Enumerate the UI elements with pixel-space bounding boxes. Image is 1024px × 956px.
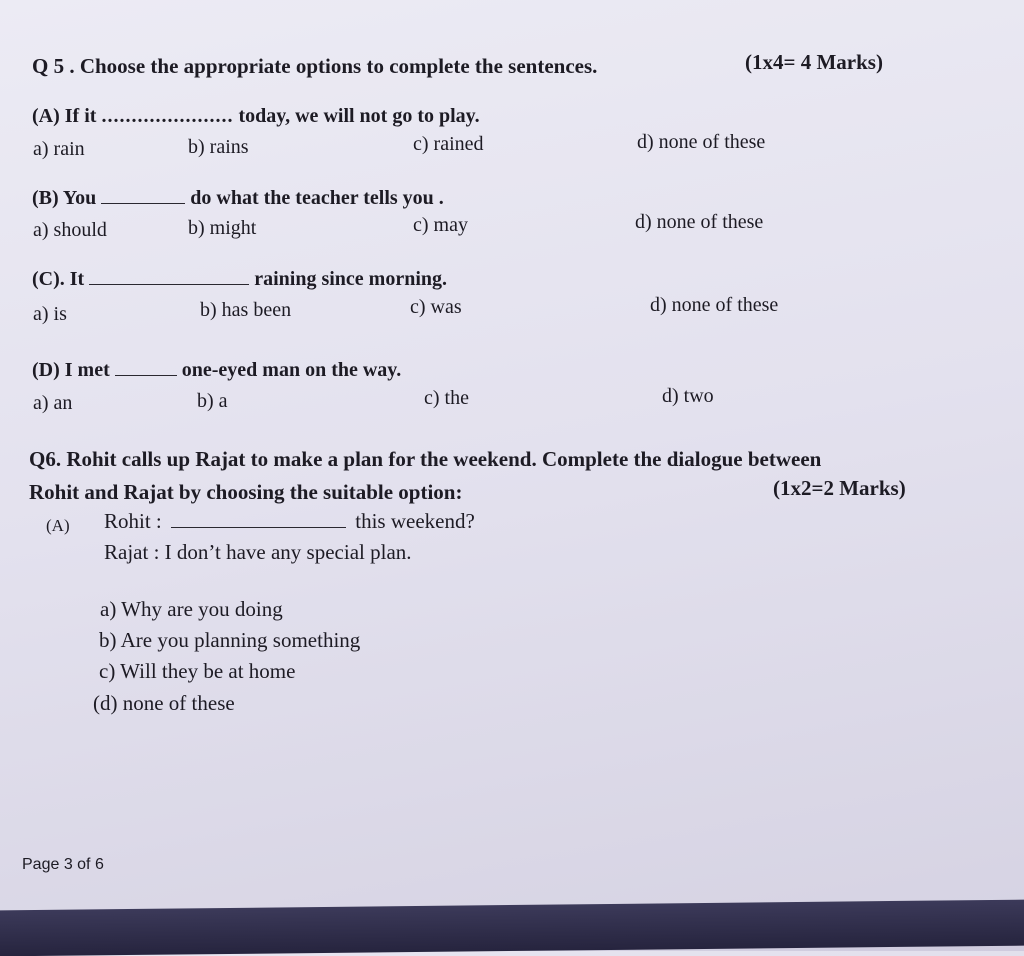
q5-a-option-b: b) rains (188, 136, 249, 158)
q6-title-line1: Q6. Rohit calls up Rajat to make a plan for the weekend. Complete the dialogue between (29, 447, 822, 471)
q5-c-option-d: d) none of these (650, 294, 779, 316)
q6-rajat-line: Rajat : I don’t have any special plan. (104, 540, 412, 564)
background-edge (0, 900, 1024, 956)
q6-rohit-prefix: Rohit : (104, 509, 162, 533)
q6-rohit-line (104, 509, 475, 534)
q5-c-option-b: b) has been (200, 299, 292, 321)
q5-a-label: (A) If it (32, 105, 97, 127)
q6-option-d: (d) none of these (93, 691, 235, 715)
q6-part-label: (A) (46, 516, 70, 535)
q5-d-option-c: c) the (424, 387, 469, 409)
q5-d-option-b: b) a (197, 390, 228, 412)
page-number: Page 3 of 6 (22, 856, 104, 873)
q5-title: Q 5 . Choose the appropriate options to complete the sentences. (32, 54, 598, 78)
q6-title-line2: Rohit and Rajat by choosing the suitable option: (29, 480, 463, 504)
q5-d-label: (D) I met (32, 359, 110, 381)
q6-rohit-blank (171, 526, 346, 528)
q5-a-option-a: a) rain (33, 138, 85, 160)
q5-d-blank (115, 374, 177, 376)
q6-marks: (1x2=2 Marks) (773, 476, 906, 500)
q5-b-after: do what the teacher tells you . (190, 187, 444, 209)
q5-b-option-c: c) may (413, 214, 468, 236)
q5-b-stem (32, 187, 444, 210)
q5-c-blank (89, 283, 249, 285)
q5-d-option-a: a) an (33, 392, 73, 414)
q5-b-option-a: a) should (33, 219, 107, 241)
q6-option-a: a) Why are you doing (100, 597, 283, 621)
q5-a-stem (32, 105, 480, 128)
q5-marks: (1x4= 4 Marks) (745, 50, 883, 74)
q5-a-blank: ...................... (101, 105, 234, 127)
q5-a-after: today, we will not go to play. (238, 105, 480, 127)
q5-a-option-c: c) rained (413, 133, 484, 155)
q5-b-option-b: b) might (188, 217, 257, 239)
q5-b-label: (B) You (32, 187, 97, 209)
q5-d-option-d: d) two (662, 385, 714, 407)
q5-a-option-d: d) none of these (637, 131, 766, 153)
q5-c-label: (C). It (32, 268, 85, 290)
q5-c-option-c: c) was (410, 296, 462, 318)
q5-b-blank (101, 202, 185, 204)
q6-option-c: c) Will they be at home (99, 659, 296, 683)
q5-c-option-a: a) is (33, 303, 67, 325)
q5-c-stem (32, 268, 447, 291)
q5-c-after: raining since morning. (254, 268, 448, 290)
q5-d-stem (32, 359, 401, 382)
q6-rohit-suffix: this weekend? (355, 509, 475, 533)
q6-option-b: b) Are you planning something (99, 628, 361, 652)
q5-d-after: one-eyed man on the way. (181, 359, 402, 381)
q5-b-option-d: d) none of these (635, 211, 764, 233)
